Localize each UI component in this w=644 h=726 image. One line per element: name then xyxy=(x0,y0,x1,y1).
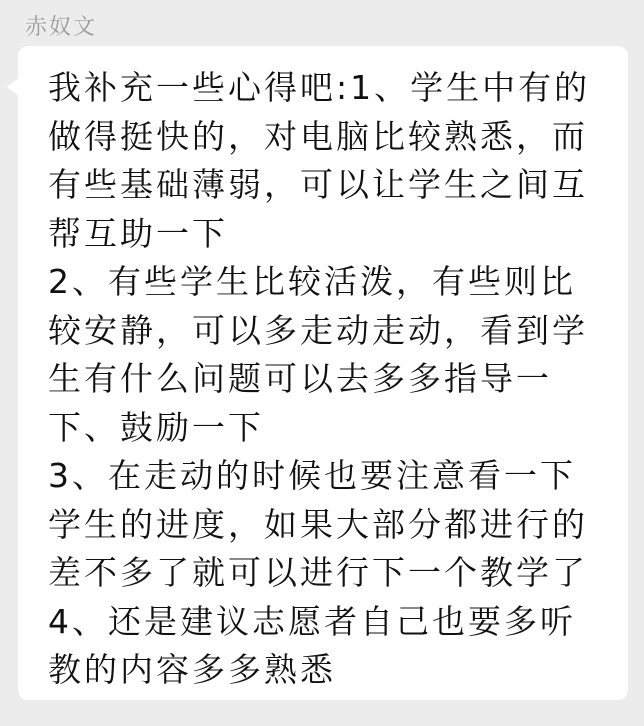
message-line: 4、还是建议志愿者自己也要多听 xyxy=(48,601,576,641)
message-line: 教的内容多多熟悉 xyxy=(48,650,336,689)
message-line: 学生的进度，如果大部分都进行的 xyxy=(48,504,588,544)
message-text[interactable] xyxy=(48,64,608,695)
message-line: 2、有些学生比较活泼，有些则比 xyxy=(48,262,576,301)
message-line: 较安静，可以多走动走动，看到学 xyxy=(48,310,588,350)
message-line: 帮互助一下 xyxy=(48,213,228,253)
message-line: 有些基础薄弱，可以让学生之间互 xyxy=(48,165,588,204)
message-line: 做得挺快的，对电脑比较熟悉，而 xyxy=(48,116,588,156)
sender-name: 赤奴文 xyxy=(25,15,98,40)
message-line: 差不多了就可以进行下一个教学了 xyxy=(48,553,588,592)
message-line: 生有什么问题可以去多多指导一 xyxy=(48,359,552,398)
message-line: 3、在走动的时候也要注意看一下 xyxy=(48,456,576,495)
message-line: 我补充一些心得吧:1、学生中有的 xyxy=(48,68,591,107)
message-line: 下、鼓励一下 xyxy=(48,407,264,447)
